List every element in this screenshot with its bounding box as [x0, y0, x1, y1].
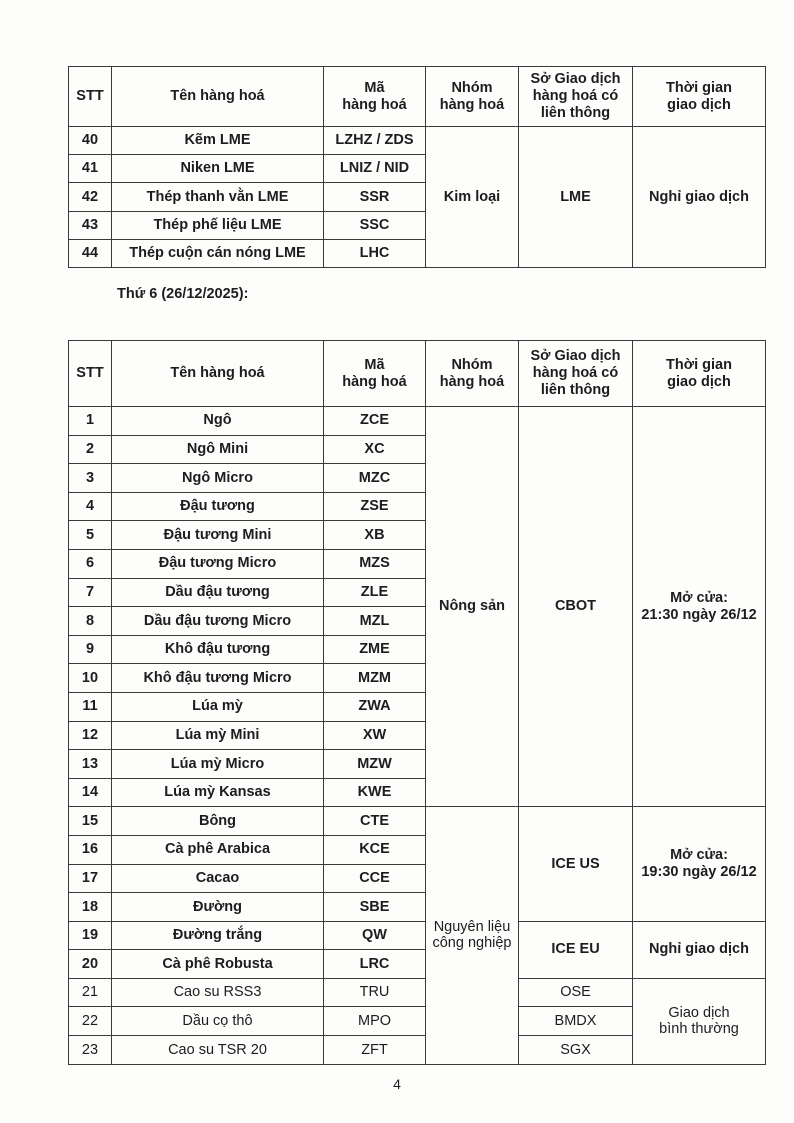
- table-row: [69, 978, 766, 1007]
- cell-stt: 18: [69, 893, 112, 922]
- cell-code: KCE: [324, 835, 426, 864]
- cell-name: Cà phê Robusta: [112, 950, 324, 979]
- header-code: Mã hàng hoá: [324, 341, 426, 407]
- table-row: [69, 407, 766, 436]
- cell-code: SSR: [324, 183, 426, 211]
- cell-code: MZC: [324, 464, 426, 493]
- header-exchange: Sở Giao dịch hàng hoá có liên thông: [519, 67, 633, 127]
- cell-name: Niken LME: [112, 155, 324, 183]
- cell-stt: 11: [69, 692, 112, 721]
- cell-stt: 5: [69, 521, 112, 550]
- cell-code: ZLE: [324, 578, 426, 607]
- cell-code: ZWA: [324, 692, 426, 721]
- cell-code: KWE: [324, 778, 426, 807]
- cell-code: MZL: [324, 607, 426, 636]
- cell-stt: 43: [69, 211, 112, 239]
- cell-name: Cacao: [112, 864, 324, 893]
- cell-stt: 44: [69, 239, 112, 267]
- cell-stt: 16: [69, 835, 112, 864]
- cell-name: Khô đậu tương: [112, 635, 324, 664]
- cell-stt: 7: [69, 578, 112, 607]
- header-name: Tên hàng hoá: [112, 67, 324, 127]
- cell-stt: 13: [69, 750, 112, 779]
- cell-name: Cao su TSR 20: [112, 1036, 324, 1065]
- header-stt: STT: [69, 67, 112, 127]
- cell-stt: 3: [69, 464, 112, 493]
- cell-code: LRC: [324, 950, 426, 979]
- cell-exchange-ose: OSE: [519, 978, 633, 1007]
- cell-stt: 41: [69, 155, 112, 183]
- cell-stt: 2: [69, 435, 112, 464]
- cell-stt: 19: [69, 921, 112, 950]
- cell-name: Đậu tương Mini: [112, 521, 324, 550]
- table-row: [69, 127, 766, 155]
- cell-code: ZSE: [324, 492, 426, 521]
- cell-code: MPO: [324, 1007, 426, 1036]
- cell-name: Lúa mỳ: [112, 692, 324, 721]
- cell-name: Ngô: [112, 407, 324, 436]
- cell-exchange-sgx: SGX: [519, 1036, 633, 1065]
- cell-name: Dầu cọ thô: [112, 1007, 324, 1036]
- cell-name: Kẽm LME: [112, 127, 324, 155]
- cell-name: Đường: [112, 893, 324, 922]
- cell-code: MZW: [324, 750, 426, 779]
- cell-code: TRU: [324, 978, 426, 1007]
- cell-stt: 14: [69, 778, 112, 807]
- cell-code: XB: [324, 521, 426, 550]
- cell-stt: 1: [69, 407, 112, 436]
- cell-stt: 17: [69, 864, 112, 893]
- cell-exchange-ice-eu: ICE EU: [519, 921, 633, 978]
- cell-name: Cà phê Arabica: [112, 835, 324, 864]
- header-time: Thời gian giao dịch: [633, 341, 766, 407]
- cell-name: Đường trắng: [112, 921, 324, 950]
- cell-exchange-bmdx: BMDX: [519, 1007, 633, 1036]
- cell-stt: 6: [69, 549, 112, 578]
- cell-code: MZS: [324, 549, 426, 578]
- cell-code: XC: [324, 435, 426, 464]
- cell-stt: 23: [69, 1036, 112, 1065]
- cell-name: Lúa mỳ Mini: [112, 721, 324, 750]
- cell-stt: 4: [69, 492, 112, 521]
- header-code: Mã hàng hoá: [324, 67, 426, 127]
- cell-time-normal: Giao dịch bình thường: [633, 978, 766, 1064]
- cell-name: Khô đậu tương Micro: [112, 664, 324, 693]
- cell-name: Lúa mỳ Micro: [112, 750, 324, 779]
- cell-name: Cao su RSS3: [112, 978, 324, 1007]
- cell-name: Thép cuộn cán nóng LME: [112, 239, 324, 267]
- table-header-row: [69, 341, 766, 407]
- cell-stt: 10: [69, 664, 112, 693]
- table-row: [69, 921, 766, 950]
- header-stt: STT: [69, 341, 112, 407]
- cell-name: Ngô Micro: [112, 464, 324, 493]
- cell-code: CTE: [324, 807, 426, 836]
- cell-stt: 9: [69, 635, 112, 664]
- cell-time: Nghỉ giao dịch: [633, 127, 766, 268]
- cell-time-ice-us: Mở cửa: 19:30 ngày 26/12: [633, 807, 766, 921]
- section-title: Thứ 6 (26/12/2025):: [117, 286, 249, 302]
- cell-code: LHC: [324, 239, 426, 267]
- cell-name: Đậu tương: [112, 492, 324, 521]
- cell-code: MZM: [324, 664, 426, 693]
- cell-code: LZHZ / ZDS: [324, 127, 426, 155]
- cell-code: QW: [324, 921, 426, 950]
- cell-name: Thép thanh vằn LME: [112, 183, 324, 211]
- header-name: Tên hàng hoá: [112, 341, 324, 407]
- cell-code: ZCE: [324, 407, 426, 436]
- header-group: Nhóm hàng hoá: [426, 67, 519, 127]
- cell-exchange-cbot: CBOT: [519, 407, 633, 807]
- table-lme-metals: [68, 66, 766, 268]
- cell-code: LNIZ / NID: [324, 155, 426, 183]
- cell-stt: 15: [69, 807, 112, 836]
- cell-stt: 40: [69, 127, 112, 155]
- cell-stt: 8: [69, 607, 112, 636]
- cell-code: CCE: [324, 864, 426, 893]
- table-friday-schedule: [68, 340, 766, 1065]
- page-number: 4: [393, 1076, 401, 1092]
- cell-stt: 21: [69, 978, 112, 1007]
- cell-stt: 20: [69, 950, 112, 979]
- cell-group-industrial: Nguyên liệu công nghiệp: [426, 807, 519, 1064]
- table-row: [69, 807, 766, 836]
- cell-stt: 42: [69, 183, 112, 211]
- cell-name: Thép phế liệu LME: [112, 211, 324, 239]
- header-exchange: Sở Giao dịch hàng hoá có liên thông: [519, 341, 633, 407]
- cell-group-agri: Nông sản: [426, 407, 519, 807]
- cell-name: Bông: [112, 807, 324, 836]
- cell-exchange: LME: [519, 127, 633, 268]
- table-header-row: [69, 67, 766, 127]
- cell-code: SSC: [324, 211, 426, 239]
- header-time: Thời gian giao dịch: [633, 67, 766, 127]
- cell-code: SBE: [324, 893, 426, 922]
- cell-stt: 22: [69, 1007, 112, 1036]
- cell-stt: 12: [69, 721, 112, 750]
- cell-name: Dầu đậu tương: [112, 578, 324, 607]
- cell-code: ZME: [324, 635, 426, 664]
- cell-code: ZFT: [324, 1036, 426, 1065]
- cell-group: Kim loại: [426, 127, 519, 268]
- cell-name: Ngô Mini: [112, 435, 324, 464]
- cell-time-ice-eu: Nghỉ giao dịch: [633, 921, 766, 978]
- cell-name: Dầu đậu tương Micro: [112, 607, 324, 636]
- cell-exchange-ice-us: ICE US: [519, 807, 633, 921]
- header-group: Nhóm hàng hoá: [426, 341, 519, 407]
- cell-code: XW: [324, 721, 426, 750]
- cell-name: Đậu tương Micro: [112, 549, 324, 578]
- cell-time-cbot: Mở cửa: 21:30 ngày 26/12: [633, 407, 766, 807]
- cell-name: Lúa mỳ Kansas: [112, 778, 324, 807]
